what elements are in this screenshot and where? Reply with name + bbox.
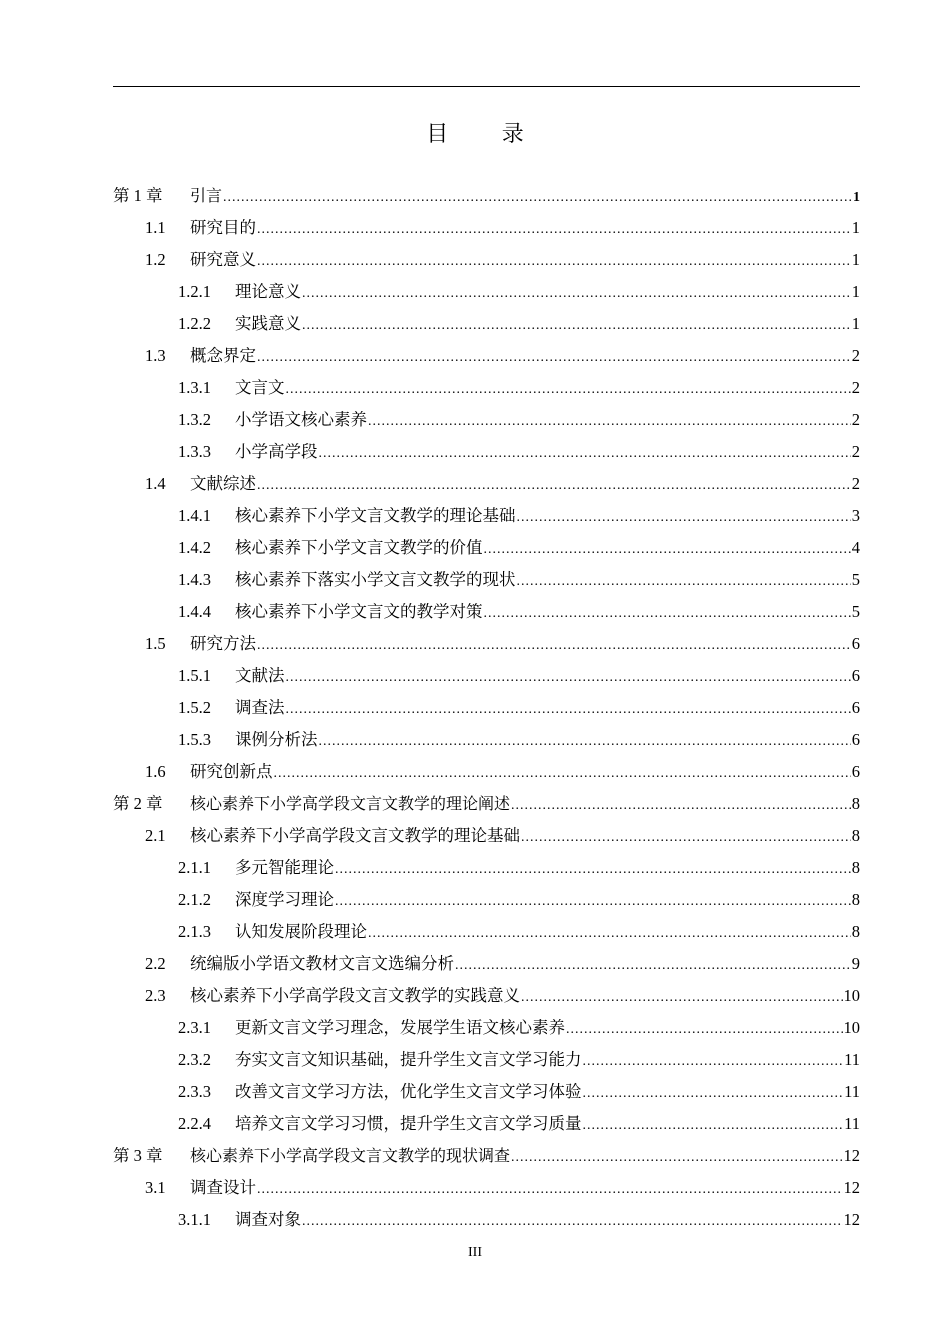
dot-leader — [521, 982, 843, 1014]
toc-entry-number: 2.1.1 — [178, 858, 211, 877]
dot-leader — [511, 1142, 842, 1174]
toc-entry[interactable] — [113, 756, 860, 788]
toc-entry-page: 6 — [851, 698, 860, 717]
toc-entry-title: 更新文言文学习理念，发展学生语文核心素养 — [235, 1018, 565, 1037]
toc-entry[interactable] — [113, 1140, 860, 1172]
toc-entry[interactable] — [113, 660, 860, 692]
toc-entry-title: 小学高学段 — [235, 442, 318, 461]
toc-entry[interactable] — [113, 404, 860, 436]
toc-entry-number: 2.1.3 — [178, 922, 211, 941]
toc-entry-number: 第 3 章 — [113, 1146, 163, 1165]
dot-leader — [319, 438, 851, 470]
toc-entry-number: 2.3.3 — [178, 1082, 211, 1101]
toc-entry[interactable] — [113, 180, 860, 212]
toc-entry-title: 研究方法 — [190, 634, 256, 653]
toc-entry-number: 1.4.3 — [178, 570, 211, 589]
toc-entry-number: 1.5 — [145, 634, 166, 653]
toc-entry-number: 2.1 — [145, 826, 166, 845]
toc-entry-page: 8 — [851, 922, 860, 941]
dot-leader — [484, 598, 851, 630]
toc-entry[interactable] — [113, 564, 860, 596]
toc-entry-number: 2.3.1 — [178, 1018, 211, 1037]
dot-leader — [223, 182, 852, 214]
dot-leader — [368, 918, 851, 950]
toc-entry-title: 研究目的 — [190, 218, 256, 237]
toc-entry[interactable] — [113, 916, 860, 948]
toc-entry-title: 概念界定 — [190, 346, 256, 365]
toc-entry-page: 4 — [851, 538, 860, 557]
toc-entry-page: 8 — [851, 794, 860, 813]
toc-entry-number: 1.4.2 — [178, 538, 211, 557]
table-of-contents — [113, 180, 860, 1236]
toc-entry-number: 1.5.3 — [178, 730, 211, 749]
toc-entry[interactable] — [113, 628, 860, 660]
toc-entry[interactable] — [113, 212, 860, 244]
toc-entry-number: 3.1.1 — [178, 1210, 211, 1229]
toc-entry-page: 8 — [851, 858, 860, 877]
toc-entry-page: 12 — [843, 1178, 860, 1197]
toc-entry-number: 1.4 — [145, 474, 166, 493]
toc-entry-page: 10 — [843, 1018, 860, 1037]
toc-entry-number: 1.3.1 — [178, 378, 211, 397]
toc-entry[interactable] — [113, 1044, 860, 1076]
dot-leader — [335, 886, 851, 918]
toc-entry-page: 1 — [851, 250, 860, 269]
toc-title-char-2: 录 — [501, 121, 524, 146]
dot-leader — [257, 246, 851, 278]
toc-entry-page: 11 — [844, 1082, 860, 1101]
toc-entry[interactable] — [113, 244, 860, 276]
dot-leader — [484, 534, 851, 566]
dot-leader — [583, 1110, 844, 1142]
toc-entry[interactable] — [113, 820, 860, 852]
toc-title — [0, 117, 950, 148]
dot-leader — [583, 1078, 844, 1110]
toc-entry-title: 核心素养下小学高学段文言文教学的现状调查 — [190, 1146, 511, 1165]
dot-leader — [566, 1014, 843, 1046]
toc-entry-number: 第 2 章 — [113, 794, 163, 813]
toc-entry-number: 1.3 — [145, 346, 166, 365]
toc-entry[interactable] — [113, 884, 860, 916]
toc-title-char-1: 目 — [426, 121, 449, 146]
toc-entry-page: 8 — [851, 890, 860, 909]
toc-entry-number: 2.2 — [145, 954, 166, 973]
dot-leader — [286, 662, 851, 694]
toc-entry-page: 1 — [851, 314, 860, 333]
toc-entry-number: 3.1 — [145, 1178, 166, 1197]
toc-entry[interactable] — [113, 372, 860, 404]
toc-entry-number: 1.2 — [145, 250, 166, 269]
toc-entry[interactable] — [113, 852, 860, 884]
dot-leader — [302, 278, 851, 310]
toc-entry-title: 核心素养下小学高学段文言文教学的理论阐述 — [190, 794, 511, 813]
dot-leader — [286, 694, 851, 726]
dot-leader — [302, 310, 851, 342]
toc-entry-title: 研究创新点 — [190, 762, 273, 781]
toc-entry[interactable] — [113, 1076, 860, 1108]
toc-entry-page: 2 — [851, 474, 860, 493]
toc-entry-title: 统编版小学语文教材文言文选编分析 — [190, 954, 454, 973]
toc-entry-number: 1.5.2 — [178, 698, 211, 717]
toc-entry-page: 12 — [843, 1146, 860, 1165]
toc-entry-title: 小学语文核心素养 — [235, 410, 367, 429]
toc-entry-page: 5 — [851, 570, 860, 589]
toc-entry-title: 实践意义 — [235, 314, 301, 333]
dot-leader — [257, 214, 851, 246]
toc-entry-page: 8 — [851, 826, 860, 845]
toc-entry-title: 核心素养下小学文言文教学的价值 — [235, 538, 483, 557]
toc-entry-page: 11 — [844, 1050, 860, 1069]
toc-entry[interactable] — [113, 308, 860, 340]
toc-entry-number: 1.3.2 — [178, 410, 211, 429]
toc-entry-title: 文言文 — [235, 378, 285, 397]
toc-entry[interactable] — [113, 724, 860, 756]
dot-leader — [257, 342, 851, 374]
toc-entry[interactable] — [113, 1172, 860, 1204]
toc-entry-page: 12 — [843, 1210, 860, 1229]
toc-entry-number: 2.1.2 — [178, 890, 211, 909]
dot-leader — [455, 950, 851, 982]
toc-entry-title: 多元智能理论 — [235, 858, 334, 877]
toc-entry-page: 3 — [851, 506, 860, 525]
toc-entry-number: 2.2.4 — [178, 1114, 211, 1133]
toc-entry[interactable] — [113, 276, 860, 308]
toc-entry-title: 核心素养下小学高学段文言文教学的理论基础 — [190, 826, 520, 845]
toc-entry-page: 1 — [853, 190, 860, 205]
toc-entry-title: 文献综述 — [190, 474, 256, 493]
toc-entry[interactable] — [113, 340, 860, 372]
dot-leader — [517, 502, 851, 534]
toc-entry-title: 改善文言文学习方法，优化学生文言文学习体验 — [235, 1082, 582, 1101]
toc-entry[interactable] — [113, 1012, 860, 1044]
toc-entry-page: 6 — [851, 666, 860, 685]
toc-entry-page: 6 — [851, 762, 860, 781]
toc-entry[interactable] — [113, 1108, 860, 1140]
toc-entry-number: 1.2.2 — [178, 314, 211, 333]
toc-entry-title: 文献法 — [235, 666, 285, 685]
toc-entry-number: 2.3.2 — [178, 1050, 211, 1069]
toc-entry-number: 1.3.3 — [178, 442, 211, 461]
toc-entry-page: 1 — [851, 282, 860, 301]
toc-entry-title: 调查法 — [235, 698, 285, 717]
toc-entry-title: 引言 — [190, 186, 223, 205]
toc-entry-title: 深度学习理论 — [235, 890, 334, 909]
toc-entry[interactable] — [113, 436, 860, 468]
dot-leader — [511, 790, 851, 822]
dot-leader — [302, 1206, 843, 1238]
toc-entry-title: 核心素养下小学高学段文言文教学的实践意义 — [190, 986, 520, 1005]
dot-leader — [257, 630, 851, 662]
toc-entry-page: 1 — [851, 218, 860, 237]
toc-entry-number: 1.5.1 — [178, 666, 211, 685]
toc-entry-title: 课例分析法 — [235, 730, 318, 749]
page-number: III — [468, 1245, 482, 1260]
toc-entry[interactable] — [113, 468, 860, 500]
dot-leader — [521, 822, 851, 854]
toc-entry-page: 2 — [851, 442, 860, 461]
dot-leader — [517, 566, 851, 598]
toc-entry[interactable] — [113, 500, 860, 532]
toc-entry-title: 理论意义 — [235, 282, 301, 301]
dot-leader — [257, 1174, 843, 1206]
toc-entry[interactable] — [113, 1204, 860, 1236]
dot-leader — [257, 470, 851, 502]
toc-entry-number: 第 1 章 — [113, 186, 163, 205]
dot-leader — [286, 374, 851, 406]
toc-entry-title: 核心素养下小学文言文教学的理论基础 — [235, 506, 516, 525]
toc-entry-page: 6 — [851, 730, 860, 749]
toc-entry-page: 9 — [851, 954, 860, 973]
dot-leader — [335, 854, 851, 886]
toc-entry-title: 核心素养下落实小学文言文教学的现状 — [235, 570, 516, 589]
toc-entry-title: 核心素养下小学文言文的教学对策 — [235, 602, 483, 621]
toc-entry[interactable] — [113, 532, 860, 564]
toc-entry-page: 2 — [851, 346, 860, 365]
toc-entry-number: 1.1 — [145, 218, 166, 237]
toc-entry-page: 2 — [851, 378, 860, 397]
toc-entry-number: 1.2.1 — [178, 282, 211, 301]
toc-entry-number: 1.6 — [145, 762, 166, 781]
toc-entry-title: 调查设计 — [190, 1178, 256, 1197]
dot-leader — [583, 1046, 844, 1078]
toc-entry-title: 调查对象 — [235, 1210, 301, 1229]
toc-entry[interactable] — [113, 596, 860, 628]
toc-entry-page: 6 — [851, 634, 860, 653]
toc-entry[interactable] — [113, 948, 860, 980]
toc-entry-page: 5 — [851, 602, 860, 621]
toc-entry[interactable] — [113, 692, 860, 724]
toc-entry-page: 2 — [851, 410, 860, 429]
dot-leader — [368, 406, 851, 438]
toc-entry-title: 夯实文言文知识基础，提升学生文言文学习能力 — [235, 1050, 582, 1069]
toc-entry[interactable] — [113, 980, 860, 1012]
toc-entry-number: 1.4.4 — [178, 602, 211, 621]
dot-leader — [319, 726, 851, 758]
toc-entry-title: 研究意义 — [190, 250, 256, 269]
dot-leader — [274, 758, 851, 790]
toc-entry-number: 1.4.1 — [178, 506, 211, 525]
toc-entry-title: 认知发展阶段理论 — [235, 922, 367, 941]
toc-entry-number: 2.3 — [145, 986, 166, 1005]
toc-entry[interactable] — [113, 788, 860, 820]
header-rule — [113, 86, 860, 87]
toc-entry-page: 11 — [844, 1114, 860, 1133]
toc-entry-title: 培养文言文学习习惯，提升学生文言文学习质量 — [235, 1114, 582, 1133]
toc-entry-page: 10 — [843, 986, 860, 1005]
